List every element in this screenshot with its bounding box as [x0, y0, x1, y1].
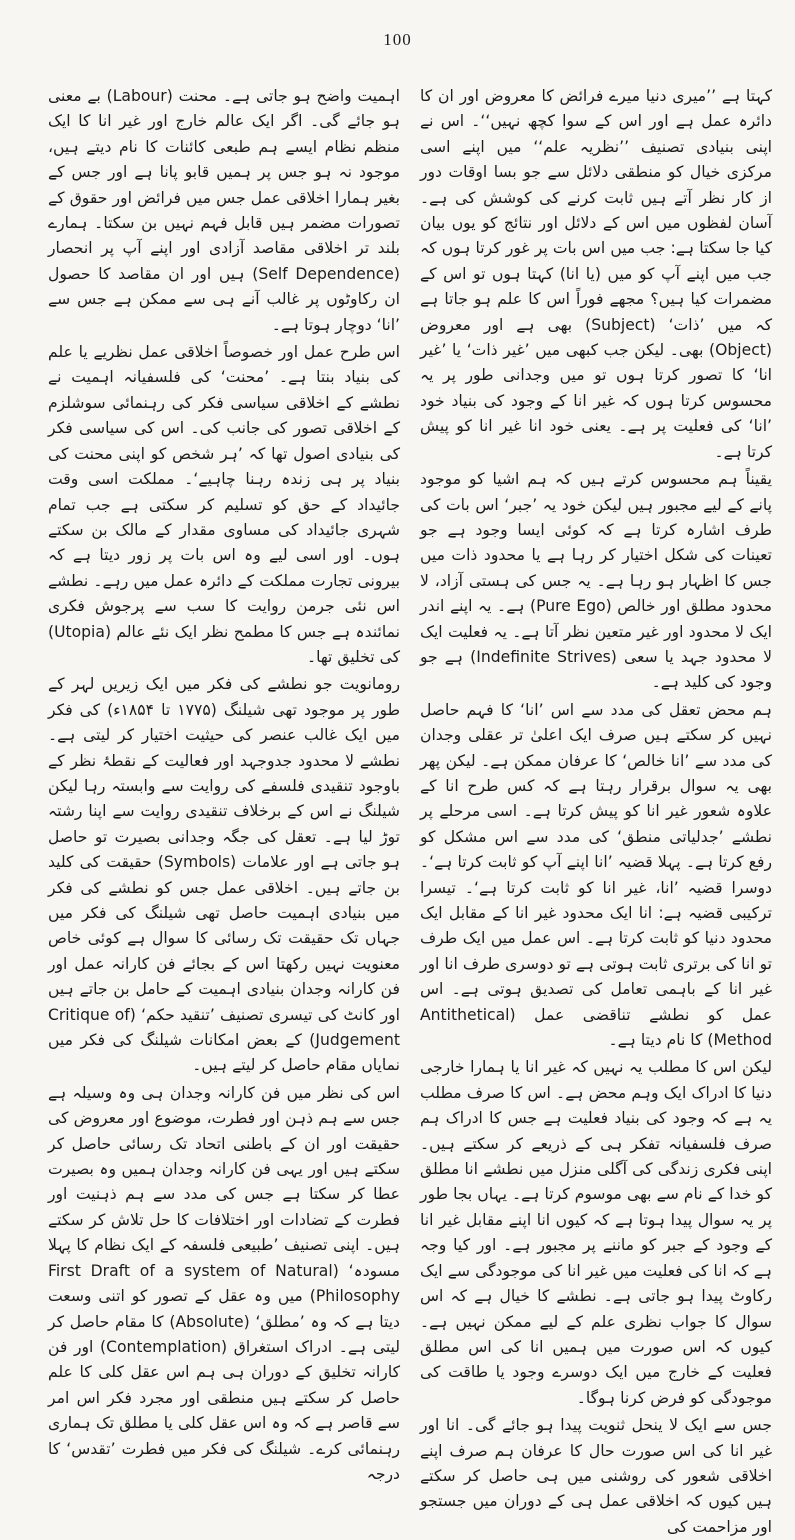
right-column-paragraph-4: لیکن اس کا مطلب یہ نہیں کہ غیر انا یا ہمارا خارجی دنیا کا ادراک ایک وہم محض ہے۔ اس کا صرف مطلب یہ ہے کہ وجود کی بنیاد فعلیت ہے جس کا ادراک ہم صرف فلسفیانہ تفکر ہی کے ذریعے کر سکتے ہیں۔ اپنی فکری زندگی کی آگلی منزل میں نطشے انا مطلق کو خدا کے نام سے بھی موسوم کرتا ہے۔ یہاں بجا طور پر یہ سوال پیدا ہوتا ہے کہ کیوں انا اپنے مقابل غیر انا کے وجود کے جبر کو ماننے پر مجبور ہے۔ اور کیا وجہ ہے کہ انا کی فعلیت میں غیر انا کی موجودگی سے ایک رکاوٹ پیدا ہو جاتی ہے۔ نطشے کا خیال ہے کہ اس سوال کا جواب نظری علم کے لیے ممکن نہیں ہے۔ کیوں کہ اس صورت میں ہمیں انا کی اس مطلق فعلیت کے خارج میں ایک دوسرے وجود یا طاقت کی موجودگی کو فرض کرنا ہوگا۔	[420, 1058, 772, 1407]
left-column-paragraph-3: رومانویت جو نطشے کی فکر میں ایک زیریں لہر کے طور پر موجود تھی شیلنگ (۱۷۷۵ تا ۱۸۵۴ء) کی فکر میں ایک غالب عنصر کی حیثیت اختیار کر لیتی ہے۔ نطشے لا محدود جدوجہد اور فعالیت کے نقطۂ نظر کے باوجود تنقیدی فلسفے کی روایت سے وابستہ رہا لیکن شیلنگ نے اس کے برخلاف تنقیدی روایت سے اپنا رشتہ توڑ لیا ہے۔ تعقل کی جگہ وجدانی بصیرت تو حاصل ہو جاتی ہے اور علامات (Symbols) حقیقت کی کلید بن جاتے ہیں۔ اخلاقی عمل جس کو نطشے کی فکر میں بنیادی اہمیت حاصل تھی شیلنگ کی فکر میں جہاں تک حقیقت تک رسائی کا سوال ہے کوئی خاص معنویت نہیں رکھتا اس کے بجائے فن کارانہ عمل اور فن کارانہ وجدان بنیادی اہمیت کے حامل بن جاتے ہیں اور کانٹ کی تیسری تصنیف ’تنقید حکم‘ (Critique of Judgement) کے بعض امکانات شیلنگ کی فکر میں نمایاں مقام حاصل کر لیتے ہیں۔	[48, 675, 401, 1075]
left-text-column	[48, 84, 401, 1483]
left-column-paragraph-4: اس کی نظر میں فن کارانہ وجدان ہی وہ وسیلہ ہے جس سے ہم ذہن اور فطرت، موضوع اور معروض کی حقیقت اور ان کے باطنی اتحاد تک رسائی حاصل کر سکتے ہیں اور یہی فن کارانہ وجدان ہمیں وہ بصیرت عطا کر سکتا ہے جس کی مدد سے ہم ذہنیت اور فطرت کے تضادات اور اختلافات کا حل تلاش کر سکتے ہیں۔ اپنی تصنیف ’طبیعی فلسفہ کے ایک نظام کا پہلا مسودہ‘ (First Draft of a system of Natural Philosophy) میں وہ عقل کے تصور کو اتنی وسعت دیتا ہے کہ وہ ’مطلق‘ (Absolute) کا مقام حاصل کر لیتی ہے۔ ادراک استغراق (Contemplation) اور فن کارانہ تخلیق کے دوران ہی ہم اس عقل کلی کا علم حاصل کر سکتے ہیں منطقی اور مجرد فکر اس امر سے قاصر ہے کہ وہ اس عقل کلی یا مطلق تک ہماری رہنمائی کرے۔ شیلنگ کی فکر میں فطرت ’تقدس‘ کا درجہ	[48, 1083, 400, 1483]
right-column-paragraph-3: ہم محض تعقل کی مدد سے اس ’انا‘ کا فہم حاصل نہیں کر سکتے ہیں صرف ایک اعلیٰ تر عقلی وجدان کی مدد سے ’انا خالص‘ کا عرفان ممکن ہے۔ لیکن پھر بھی یہ سوال برقرار رہتا ہے کہ کس طرح انا کے علاوہ شعور غیر انا کو پیش کرتا ہے۔ اسی مرحلے پر نطشے ’جدلیاتی منطق‘ کی مدد سے اس مشکل کو رفع کرتا ہے۔ پہلا قضیہ ’انا اپنے آپ کو ثابت کرتا ہے‘۔ دوسرا قضیہ ’انا، غیر انا کو ثابت کرتا ہے‘۔ تیسرا ترکیبی قضیہ ہے: انا ایک محدود غیر انا کے مقابل ایک محدود دنیا کو ثابت کرتا ہے۔ اس عمل میں ایک طرف تو انا کی برتری ثابت ہوتی ہے تو دوسری طرف انا اور غیر انا کے باہمی تعامل کی تصدیق ہوتی ہے۔ اس عمل کو نطشے تناقضی عمل (Antithetical Method) کا نام دیتا ہے۔	[420, 700, 772, 1050]
right-column-paragraph-1: کہتا ہے ’’میری دنیا میرے فرائض کا معروض اور ان کا دائرہ عمل ہے اور اس کے سوا کچھ نہیں‘‘۔ اس نے اپنی بنیادی تصنیف ’’نظریہ علم‘‘ میں اپنے اسی مرکزی خیال کو منطقی دلائل سے جو بسا اوقات دور از کار نظر آتے ہیں ثابت کرنے کی کوشش کی ہے۔ آسان لفظوں میں اس کے دلائل اور نتائج کو یوں بیان کیا جا سکتا ہے: جب میں اس بات پر غور کرتا ہوں کہ جب میں اپنے آپ کو میں (یا انا) کہتا ہوں تو اس کے مضمرات کیا ہیں؟ مجھے فوراً اس کا علم ہو جاتا ہے کہ میں ’ذات‘ (Subject) بھی ہے اور معروض (Object) بھی۔ لیکن جب کبھی میں ’غیر ذات‘ یا ’غیر انا‘ کا تصور کرتا ہوں تو میں وجدانی طور پر یہ محسوس کرتا ہوں کہ غیر انا کے وجود کی بنیاد خود ’انا‘ کی فعلیت پر ہے۔ یعنی خود انا غیر انا کو پیش کرتا ہے۔	[420, 87, 772, 461]
left-column-paragraph-2: اس طرح عمل اور خصوصاً اخلاقی عمل نظریے یا علم کی بنیاد بنتا ہے۔ ’محنت‘ کی فلسفیانہ اہمیت نے نطشے کے اخلاقی سیاسی فکر کی رہنمائی سوشلزم کے اخلاقی تصور کی جانب کی۔ اس کی سیاسی فکر کی بنیادی اصول تھا کہ ’ہر شخص کو اپنی محنت کی بنیاد پر ہی زندہ رہنا چاہیے‘۔ مملکت اسی وقت جائیداد کے حق کو تسلیم کر سکتی ہے جب تمام شہری جائیداد کی مساوی مقدار کے مالک بن سکتے ہوں۔ اور اسی لیے وہ اس بات پر زور دیتا ہے کہ بیرونی تجارت مملکت کے دائرہ عمل میں رہے۔ نطشے اس نئی جرمن روایت کا سب سے پرجوش فکری نمائندہ ہے جس کا مطمح نظر ایک نئے عالم (Utopia) کی تخلیق تھا۔	[48, 343, 400, 666]
right-column-paragraph-2: یقیناً ہم محسوس کرتے ہیں کہ ہم اشیا کو موجود پانے کے لیے مجبور ہیں لیکن خود یہ ’جبر‘ اس بات کی طرف اشارہ کرتا ہے کہ کوئی ایسا وجود ہے جو تعینات کی شکل اختیار کر رہا ہے یا محدود ذات میں جس کا اظہار ہو رہا ہے۔ یہ جس کی ہستی آزاد، لا محدود مطلق اور خالص (Pure Ego) ہے۔ یہ اپنے اندر ایک لا محدود اور غیر متعین نظر آتا ہے۔ یہ فعلیت ایک لا محدود جہد یا سعی (Indefinite Strives) ہے جو وجود کی کلید ہے۔	[420, 470, 772, 692]
left-column-paragraph-1: اہمیت واضح ہو جاتی ہے۔ محنت (Labour) بے معنی ہو جائے گی۔ اگر ایک عالم خارج اور غیر انا کا ایک منظم نظام ایسے ہم طبعی کائنات کا نام دیتے ہیں، موجود نہ ہو جس پر ہمیں قابو پانا ہے اور جس کے بغیر ہمارا اخلاقی عمل جس میں فرائض اور حقوق کے تصورات مضمر ہیں قابل فہم نہیں بن سکتا۔ ہمارے بلند تر اخلاقی مقاصد آزادی اور اپنے آپ پر انحصار (Self Dependence) ہیں اور ان مقاصد کا حصول ان رکاوٹوں پر غالب آنے ہی سے ممکن ہے جس سے ’انا‘ دوچار ہوتا ہے۔	[48, 87, 400, 334]
page-number: 100	[383, 30, 412, 49]
right-text-column	[420, 84, 772, 1536]
right-column-paragraph-5: جس سے ایک لا ینحل ثنویت پیدا ہو جائے گی۔ انا اور غیر انا کی اس صورت حال کا عرفان ہم صرف اپنے اخلاقی شعور کی روشنی میں ہی حاصل کر سکتے ہیں کیوں کہ اخلاقی عمل ہی کے دوران میں جستجو اور مزاحمت کی	[420, 1416, 772, 1536]
